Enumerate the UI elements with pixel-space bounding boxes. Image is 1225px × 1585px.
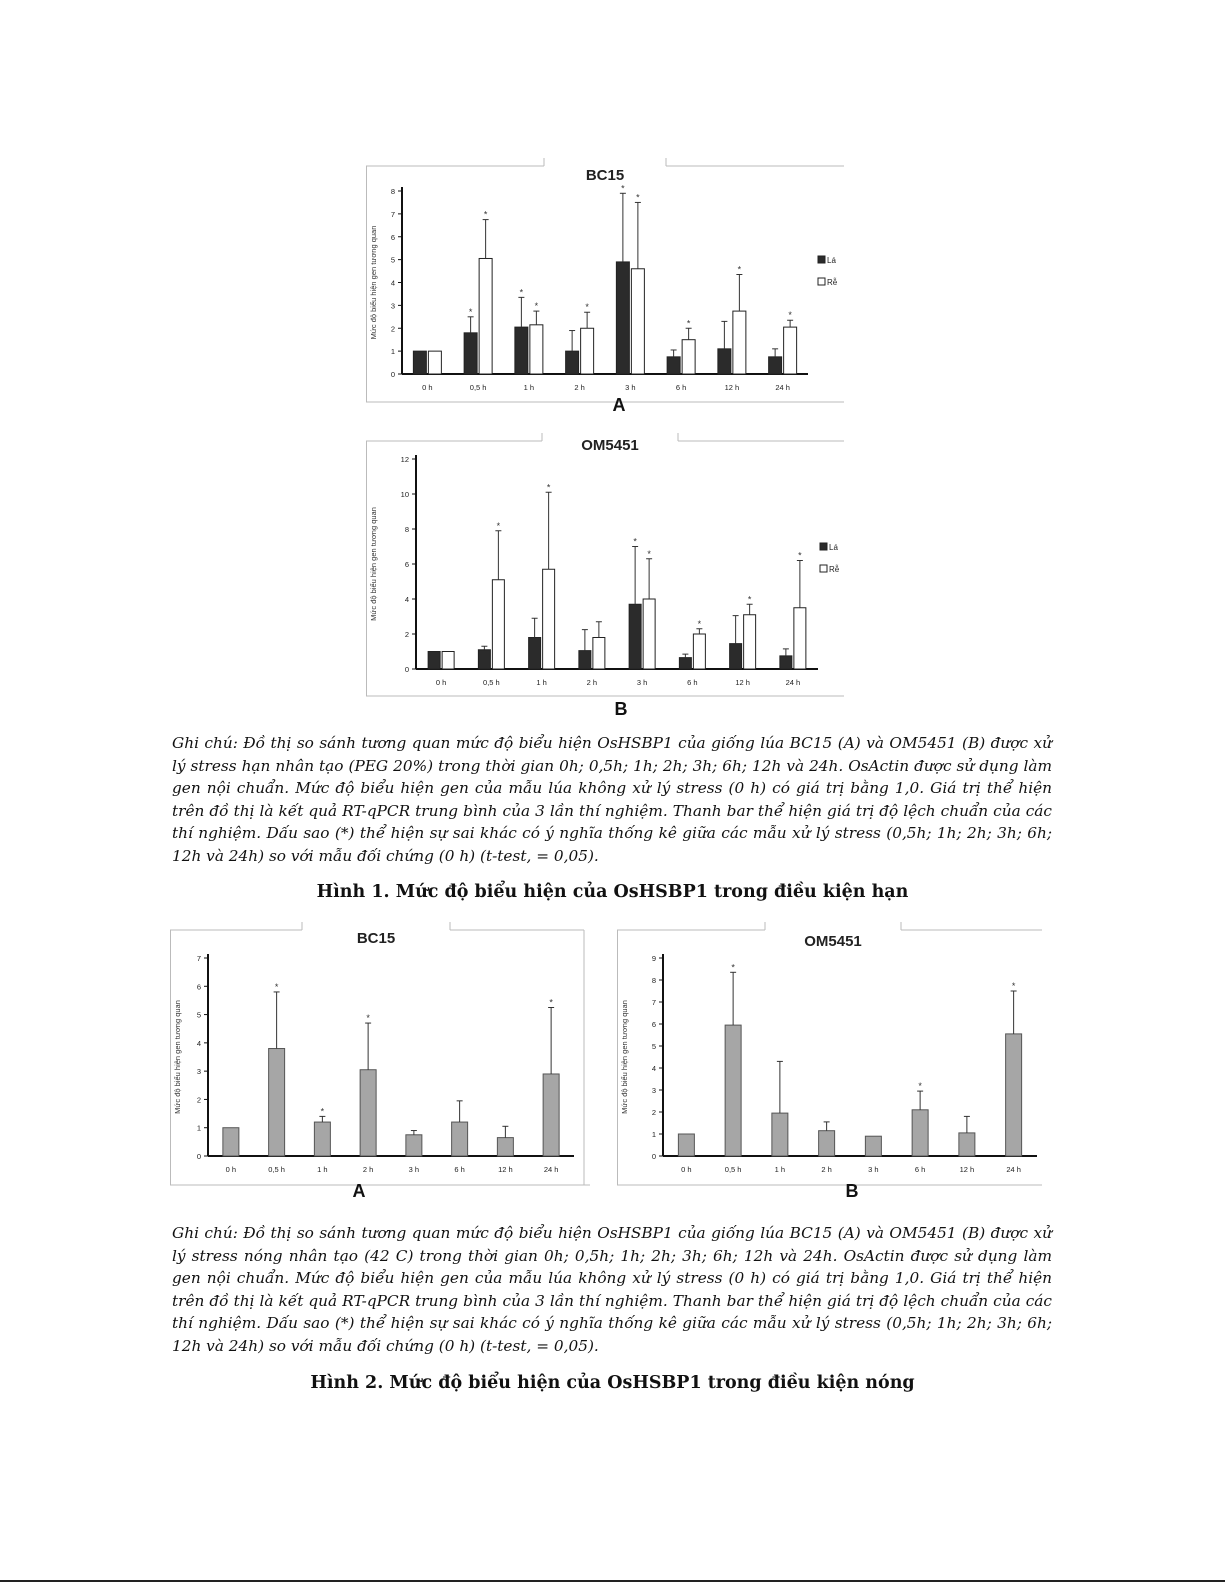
figure2-chart-a [170,922,590,1207]
x-tick-label: 1 h [536,678,547,687]
bar-value [543,1074,559,1156]
significance-star: * [519,287,524,298]
y-tick-label: 0 [651,1152,656,1161]
y-tick-label: 1 [390,347,395,357]
x-tick-label: 0,5 h [483,678,500,687]
bar-value [678,1134,694,1156]
y-tick-label: 8 [651,976,656,985]
bar-rễ [794,608,806,669]
significance-star: * [1011,981,1016,991]
x-tick-label: 1 h [523,383,535,392]
chart-title: BC15 [356,930,396,947]
bar-lá [515,327,528,374]
y-tick-label: 0 [196,1152,201,1161]
y-tick-label: 4 [390,278,395,288]
x-tick-label: 0,5 h [469,383,487,392]
bar-rễ [530,325,543,374]
x-tick-label: 3 h [408,1165,420,1174]
x-tick-label: 0,5 h [724,1165,742,1174]
y-axis-label: Mức độ biểu hiện gen tương quan [369,507,378,621]
x-tick-label: 6 h [687,678,698,687]
x-tick-label: 24 h [543,1165,559,1174]
significance-star: * [636,192,640,203]
x-tick-label: 3 h [868,1165,879,1174]
significance-star: * [496,520,501,531]
figure2-title: Hình 2. Mức độ biểu hiện của OsHSBP1 trong điều kiện nóng [310,1373,915,1393]
bar-lá [579,651,591,669]
bar-lá [667,357,680,374]
chart-title: BC15 [585,167,625,184]
y-tick-label: 6 [651,1020,656,1029]
x-tick-label: 1 h [317,1165,328,1174]
significance-star: * [731,962,735,973]
x-tick-label: 12 h [498,1165,513,1174]
y-tick-label: 2 [651,1108,656,1117]
x-tick-label: 12 h [959,1165,975,1174]
y-tick-label: 3 [390,301,395,311]
y-tick-label: 7 [196,954,201,963]
bar-rễ [492,580,504,669]
y-tick-label: 7 [390,209,395,219]
figure1-title: Hình 1. Mức độ biểu hiện của OsHSBP1 trong điều kiện hạn [316,882,909,902]
bar-value [406,1135,422,1156]
y-tick-label: 8 [404,525,409,534]
figure2-caption: Ghi chú: Đồ thị so sánh tương quan mức độ biểu hiện OsHSBP1 của giống lúa BC15 (A) và OM5451 (B) được xử lý stress nóng nhân tạo (42 C) trong thời gian 0h; 0,5h; 1h; 2h; 3h; 6h; 12h và 24h. OsActin được sử dụng làm gen nội chuẩn. Mức độ biểu hiện gen của mẫu lúa không xử lý stress (0 h) có giá trị bằng 1,0. Giá trị thể hiện trên đồ thị là kết quả RT-qPCR trung bình của 3 lần thí nghiệm. Thanh bar thể hiện giá trị độ lệch chuẩn của các thí nghiệm. Dấu sao (*) thể hiện sự sai khác có ý nghĩa thống kê giữa các mẫu xử lý stress (0,5h; 1h; 2h; 3h; 6h; 12h và 24h) so với mẫu đối chứng (0 h) (t-test, = 0,05). [172,1224,1052,1355]
significance-star: * [621,183,625,194]
chart-om5451-heat [617,922,1042,1207]
bar-value [959,1133,975,1156]
bar-rễ [428,351,441,374]
figure1-caption: Ghi chú: Đồ thị so sánh tương quan mức độ biểu hiện OsHSBP1 của giống lúa BC15 (A) và OM5451 (B) được xử lý stress hạn nhân tạo (PEG 20%) trong thời gian 0h; 0,5h; 1h; 2h; 3h; 6h; 12h và 24h. OsActin được sử dụng làm gen nội chuẩn. Mức độ biểu hiện gen của mẫu lúa không xử lý stress (0 h) có giá trị bằng 1,0. Giá trị thể hiện trên đồ thị là kết quả RT-qPCR trung bình của 3 lần thí nghiệm. Thanh bar thể hiện giá trị độ lệch chuẩn của các thí nghiệm. Dấu sao (*) thể hiện sự sai khác có ý nghĩa thống kê giữa các mẫu xử lý stress (0,5h; 1h; 2h; 3h; 6h; 12h và 24h) so với mẫu đối chứng (0 h) (t-test, = 0,05). [172,734,1052,865]
significance-star: * [737,264,742,275]
bar-value [865,1136,881,1156]
bar-rễ [693,634,705,669]
bar-value [1006,1034,1022,1156]
y-tick-label: 8 [390,187,395,196]
bar-rễ [631,269,644,374]
y-tick-label: 5 [196,1010,201,1020]
x-tick-label: 2 h [586,678,598,687]
bar-value [452,1122,468,1156]
panel-label: B [614,699,628,719]
legend-label: Lá [829,543,838,552]
legend-label: Lá [827,256,836,265]
significance-star: * [697,618,702,629]
y-tick-label: 4 [404,595,409,604]
bar-rễ [593,638,605,670]
x-tick-label: 24 h [775,383,790,392]
significance-star: * [274,981,279,992]
x-tick-label: 6 h [454,1165,465,1174]
bar-value [725,1025,741,1156]
chart-om5451-drought [366,433,844,723]
bar-rễ [543,569,555,669]
significance-star: * [549,997,553,1008]
y-tick-label: 12 [400,455,409,464]
y-tick-label: 2 [196,1095,201,1105]
bar-lá [478,650,490,669]
y-axis-label: Mức độ biểu hiện gen tương quan [620,1000,629,1114]
significance-star: * [647,548,651,559]
x-tick-label: 0 h [422,383,433,392]
bar-value [360,1070,376,1156]
y-axis-label: Mức độ biểu hiện gen tương quan [173,1000,182,1114]
y-tick-label: 1 [196,1123,201,1133]
x-tick-label: 2 h [574,383,585,392]
bar-value [223,1128,239,1156]
x-tick-label: 24 h [1006,1165,1021,1174]
significance-star: * [534,301,539,312]
y-axis-label: Mức độ biểu hiện gen tương quan [369,225,378,340]
bar-rễ [581,328,594,374]
bar-lá [529,638,541,670]
x-tick-label: 0 h [435,678,447,687]
significance-star: * [483,209,488,220]
x-tick-label: 1 h [774,1165,786,1174]
y-tick-label: 6 [390,232,395,242]
bar-rễ [733,311,746,374]
y-tick-label: 5 [390,255,395,265]
y-tick-label: 10 [400,490,409,499]
bar-lá [428,652,440,670]
legend-swatch [820,565,827,572]
significance-star: * [468,306,473,317]
bar-value [497,1138,513,1156]
panel-label: A [352,1181,366,1201]
significance-star: * [686,318,691,329]
y-tick-label: 0 [404,665,409,674]
legend-swatch [820,543,827,550]
x-tick-label: 0 h [681,1165,692,1174]
bar-rễ [784,327,797,374]
significance-star: * [546,482,551,493]
bar-value [314,1122,330,1156]
y-tick-label: 4 [196,1038,201,1048]
x-tick-label: 3 h [636,678,648,687]
y-tick-label: 3 [196,1067,201,1077]
y-tick-label: 2 [404,630,409,639]
x-tick-label: 3 h [625,383,636,392]
x-tick-label: 24 h [785,678,801,687]
significance-star: * [320,1106,325,1117]
bar-value [772,1113,788,1156]
y-tick-label: 3 [651,1086,656,1095]
legend-swatch [818,256,825,263]
legend-label: Rễ [829,565,840,574]
bar-lá [679,658,691,669]
x-tick-label: 0 h [225,1165,237,1174]
y-tick-label: 5 [651,1042,656,1051]
y-tick-label: 0 [390,370,395,379]
figure2-chart-b [617,922,1042,1207]
bar-lá [566,351,579,374]
bar-value [912,1110,928,1156]
bar-lá [780,656,792,669]
y-tick-label: 4 [651,1064,656,1073]
figure1-chart-b [366,433,844,723]
bar-rễ [479,258,492,374]
bar-lá [616,262,629,374]
significance-star: * [633,536,637,547]
y-tick-label: 9 [651,954,656,963]
x-tick-label: 0,5 h [268,1165,285,1174]
bar-lá [730,644,742,669]
significance-star: * [366,1013,370,1024]
significance-star: * [788,310,792,321]
bar-value [269,1049,285,1156]
x-tick-label: 2 h [362,1165,374,1174]
y-tick-label: 6 [196,982,201,992]
x-tick-label: 6 h [675,383,687,392]
chart-title: OM5451 [581,437,639,454]
y-tick-label: 6 [404,560,409,569]
bar-rễ [643,599,655,669]
panel-label: B [845,1181,859,1201]
chart-title: OM5451 [804,933,862,950]
bar-lá [629,604,641,669]
x-tick-label: 2 h [821,1165,832,1174]
page-bottom-rule [0,1580,1225,1582]
significance-star: * [798,550,802,561]
bar-rễ [744,615,756,669]
y-tick-label: 7 [651,998,656,1007]
x-tick-label: 12 h [735,678,750,687]
x-tick-label: 12 h [724,383,740,392]
bar-lá [413,351,426,374]
bar-lá [769,357,782,374]
bar-rễ [682,340,695,374]
panel-label: A [612,395,626,415]
legend-label: Rễ [827,278,838,287]
figure1-chart-a [366,158,844,420]
bar-value [819,1131,835,1156]
significance-star: * [585,302,589,313]
chart-bc15-drought [366,158,844,420]
y-tick-label: 2 [390,324,395,334]
bar-rễ [442,652,454,670]
bar-lá [718,349,731,374]
legend-swatch [818,278,825,285]
bar-lá [464,333,477,374]
chart-bc15-heat [170,922,590,1207]
x-tick-label: 6 h [914,1165,926,1174]
significance-star: * [918,1081,922,1092]
significance-star: * [747,594,752,605]
y-tick-label: 1 [651,1130,656,1139]
